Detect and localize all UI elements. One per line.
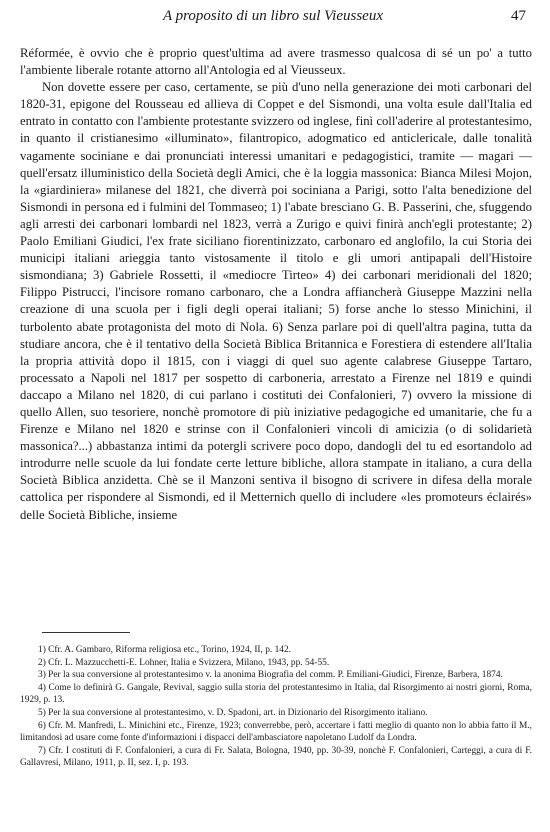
footnote-1: 1) Cfr. A. Gambaro, Riforma religiosa etc., Torino, 1924, II, p. 142. [38, 645, 292, 655]
footnote-4: 4) Come lo definirà G. Gangale, Revival, saggio sulla storia del protestantesimo in Italia, dal Risorgimento ai nostri giorni, Roma, 1929, p. 13. [20, 682, 532, 706]
footnote-7: 7) Cfr. I costituti di F. Confalonieri, a cura di Fr. Salata, Bologna, 1940, pp. 30-39, nonchè F. Confalonieri, Carteggi, a cura di F. Gallavresi, Milano, 1911, p. II, sez. I, p. 193. [20, 745, 532, 769]
running-title: A proposito di un libro sul Vieusseux [163, 8, 383, 24]
footnote-3: 3) Per la sua conversione al protestantesimo v. la anonima Biografia del comm. P. Emiliani-Giudici, Firenze, Barbera, 1874. [38, 670, 503, 681]
paragraph-1: Réformée, è ovvio che è proprio quest'ultima ad avere trasmesso qualcosa di sé un po' a tutto l'ambiente liberale rotante attorno all'Antologia ed al Vieusseux. [20, 46, 532, 78]
footnotes [20, 644, 532, 770]
footnote-divider [42, 632, 130, 633]
page-number: 47 [511, 8, 526, 24]
footnote-2: 2) Cfr. L. Mazzucchetti-E. Lohner, Italia e Svizzera, Milano, 1943, pp. 54-55. [38, 657, 330, 668]
footnote-6: 6) Cfr. M. Manfredi, L. Minichini etc., Firenze, 1923; converrebbe, però, accertare i fatti meglio di quanto non lo abbia fatto il M., limitandosi ad usare come fonte d'informazioni i dispacci dell'ambasciatore napoletano Ludolf da Londra. [20, 720, 532, 744]
footnote-5: 5) Per la sua conversione al protestantesimo, v. D. Spadoni, art. in Dizionario del Risorgimento italiano. [38, 707, 428, 718]
paragraph-2: Non dovette essere per caso, certamente, se più d'uno nella generazione dei moti carbonari del 1820-31, epigone del Rousseau ed allieva di Coppet e del Sismondi, una volta esule dall'Italia ed entrato in contatto con l'ambiente protestante svizzero od inglese, finì coll'aderire al protestantesimo, in quanto il cristianesimo «illuminato», filantropico, adogmatico ed anticlericale, dalle tonalità vagamente sociniane e dai pronunciati interessi umanitari e pedagogistici, tramite — magari — quell'ersatz illuministico della Società degli Amici, che è la loggia massonica: Bianca Milesi Mojon, la «giardiniera» milanese del 1821, che diverrà poi sociniana a Parigi, sotto l'alta benedizione del Sismondi in persona ed i fulmini del Tommaseo; 1) l'abate bresciano G. B. Passerini, che, sfuggendo agli arresti dei carbonari lombardi nel 1823, verrà a Zurigo e quivi finirà anch'egli protestante; 2) Paolo Emiliani Giudici, l'ex frate siciliano fiorentinizzato, carbonaro ed anglofilo, la cui Storia dei municipi italiani arieggia tanto vistosamente il titolo e gli umori antipapali dell'Histoire sismondiana; 3) Gabriele Rossetti, il «mediocre Tirteo» 4) dei carbonari meridionali del 1820; Filippo Pistrucci, l'incisore romano carbonaro, che a Londra affiancherà Giuseppe Mazzini nella creazione di una scuola per i figli degli operai italiani; 5) forse anche lo stesso Minichini, il turbolento abate protagonista del moto di Nola. 6) Senza parlare poi di quell'altra pagina, tutta da studiare ancora, che è il tentativo della Società Biblica Britannica e Forestiera di estendere all'Italia la propria attività dopo il 1815, con i viaggi di quel suo agente calabrese Giuseppe Tartaro, processato a Napoli nel 1817 per sospetto di carboneria, arrestato a Firenze nel 1819 e quindi daccapo a Milano nel 1820, di cui parlano i costituti dei Confalonieri, 7) ovvero la missione di quello Allen, suo tesoriere, nonchè promotore di più iniziative pedagogiche ed umanitarie, che fu a Firenze e Milano nel 1820 e strinse con il Confalonieri vincoli di amicizia (o di solidarietà massonica?...) abbastanza intimi da potergli scrivere poco dopo, dandogli del tu ed esortandolo ad introdurre nelle scuole da lui fondate certe letture bibliche, allora stampate in italiano, a cura della Società Biblica anzidetta. Chè se il Manzoni sentiva il bisogno di scrivere in difesa della morale cattolica per rispondere al Sismondi, ed il Metternich quello di includere «les promoteurs éclairés» delle Società Bibliche, insieme [20, 80, 532, 522]
main-text [20, 45, 532, 524]
